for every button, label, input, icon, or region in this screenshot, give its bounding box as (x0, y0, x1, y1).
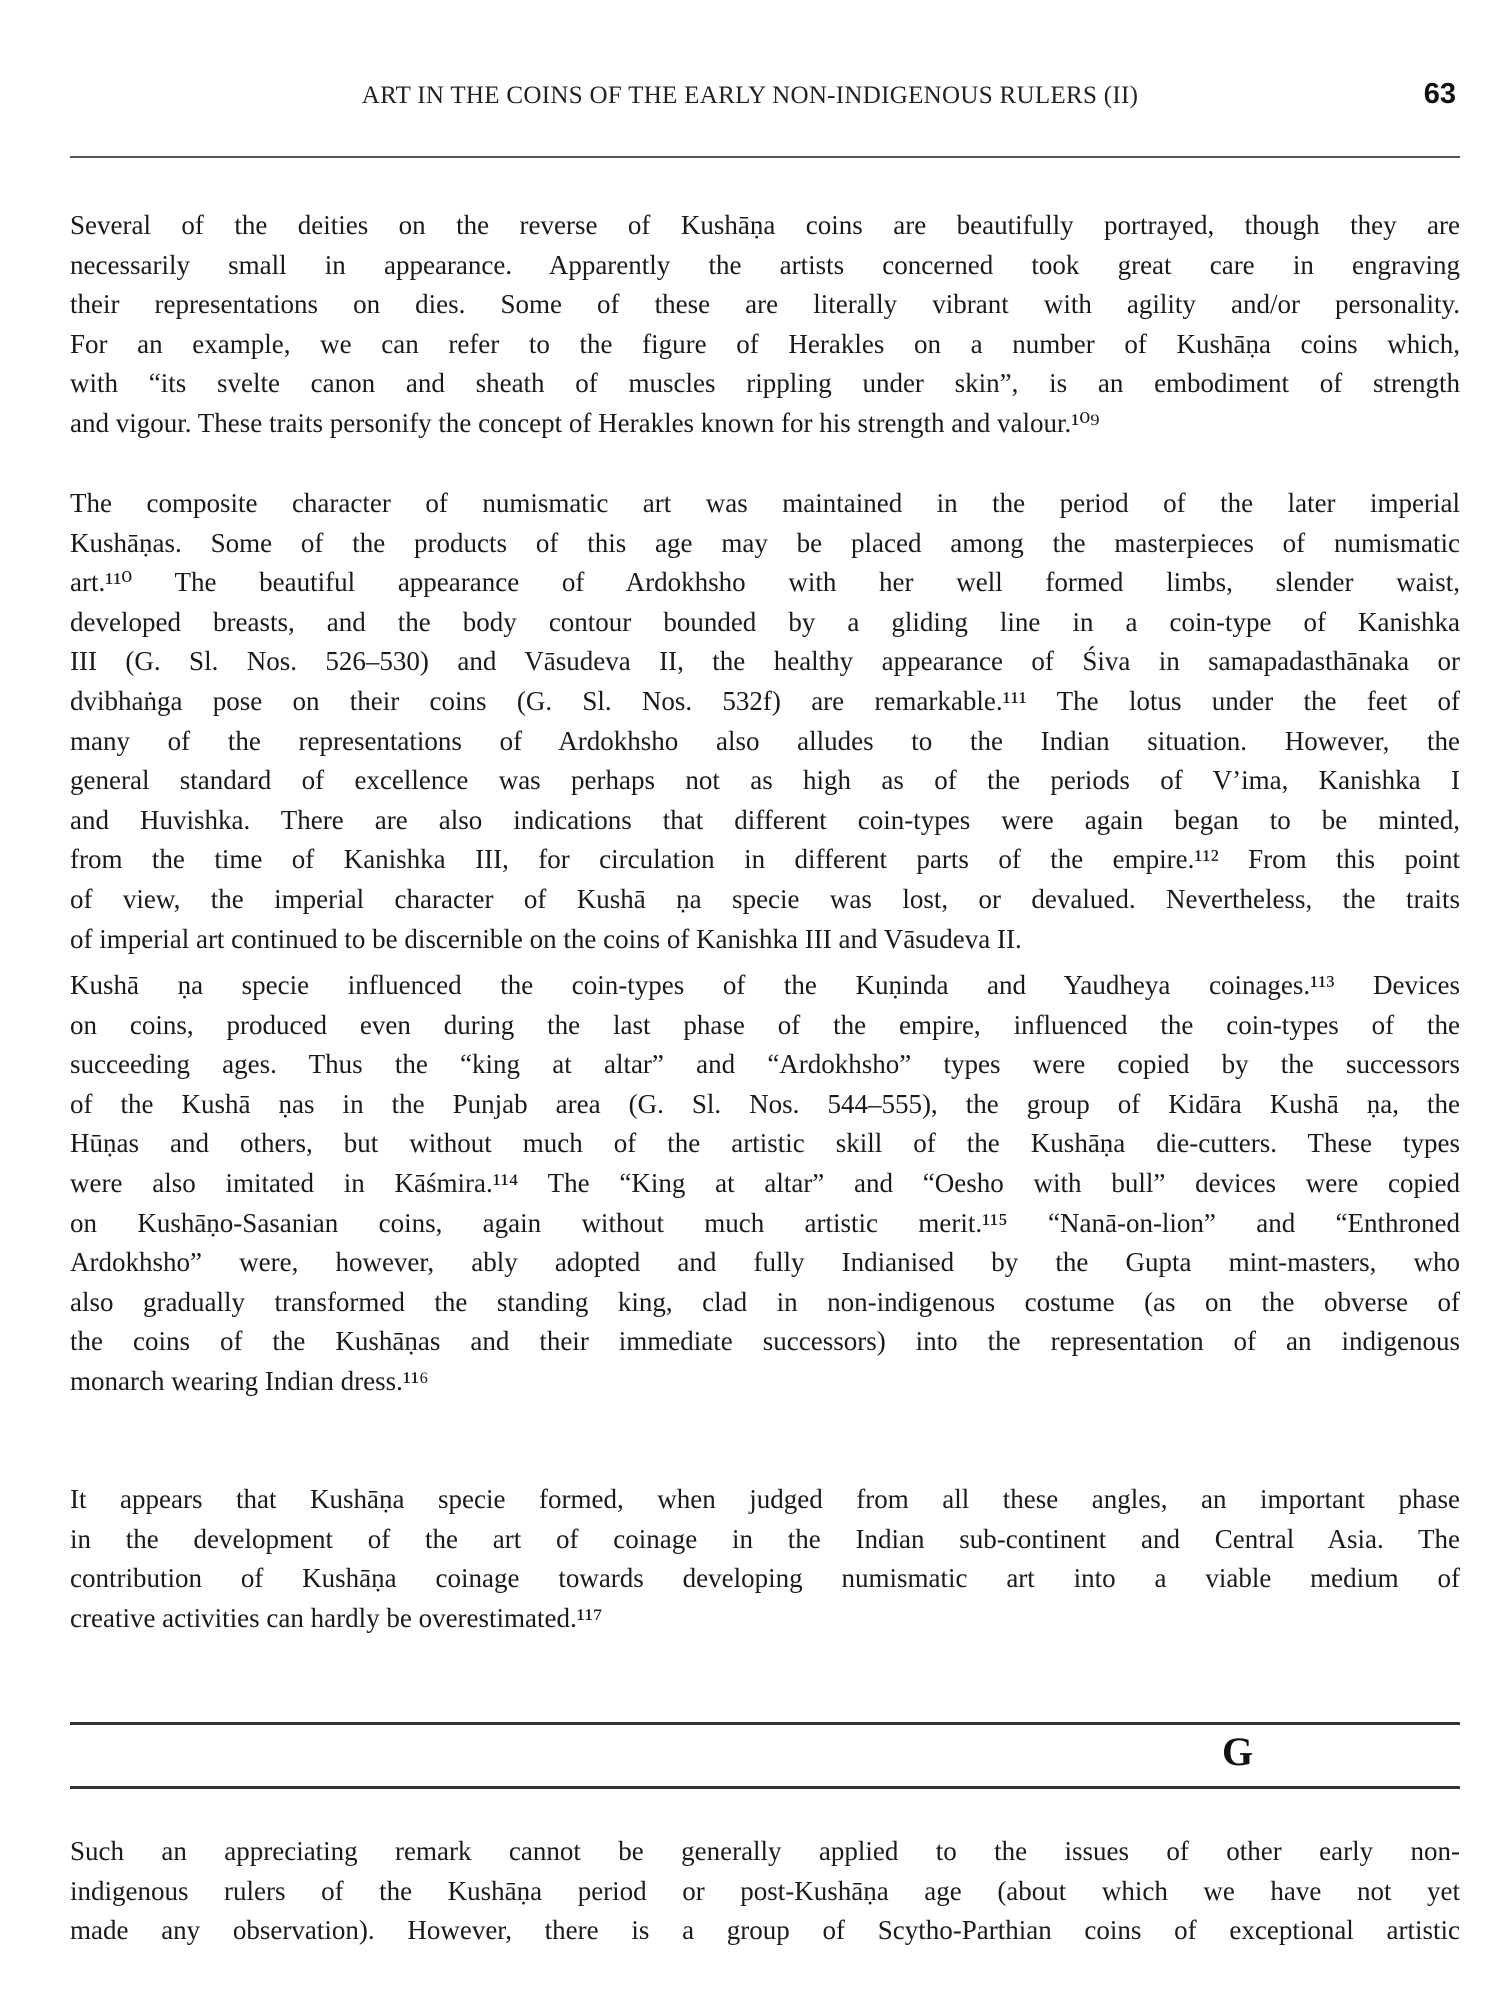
text-line: from the time of Kanishka III, for circulation in different parts of the empire.¹¹² From this point (70, 844, 1460, 875)
text-line: and vigour. These traits personify the concept of Herakles known for his strength and valour.¹⁰⁹ (70, 407, 1100, 438)
paragraph (70, 966, 1460, 1402)
running-title: ART IN THE COINS OF THE EARLY NON-INDIGENOUS RULERS (II) (361, 82, 1139, 109)
section-letter: G (1222, 1729, 1254, 1774)
text-line: the coins of the Kushāṇas and their immediate successors) into the representation of an indigenous (70, 1326, 1460, 1357)
paragraph (70, 484, 1460, 959)
text-line: in the development of the art of coinage in the Indian sub-continent and Central Asia. The (70, 1523, 1460, 1554)
text-line: were also imitated in Kāśmira.¹¹⁴ The “King at altar” and “Oesho with bull” devices were copied (70, 1167, 1460, 1198)
text-line: indigenous rulers of the Kushāṇa period or post-Kushāṇa age (about which we have not yet (70, 1875, 1460, 1906)
text-line: of imperial art continued to be discernible on the coins of Kanishka III and Vāsudeva II. (70, 923, 1022, 954)
text-line: monarch wearing Indian dress.¹¹⁶ (70, 1365, 429, 1396)
text-line: III (G. Sl. Nos. 526–530) and Vāsudeva II, the healthy appearance of Śiva in samapadasthānaka or (70, 646, 1460, 677)
text-line: and Huvishka. There are also indications that different coin-types were again began to be minted, (70, 804, 1460, 835)
text-line: The composite character of numismatic art was maintained in the period of the later imperial (70, 488, 1460, 518)
text-line: contribution of Kushāṇa coinage towards developing numismatic art into a viable medium of (70, 1563, 1460, 1594)
text-line: of view, the imperial character of Kushā ṇa specie was lost, or devalued. Nevertheless, the traits (70, 883, 1460, 914)
text-line: their representations on dies. Some of these are literally vibrant with agility and/or personality. (70, 289, 1460, 320)
text-line: with “its svelte canon and sheath of muscles rippling under skin”, is an embodiment of strength (70, 368, 1460, 399)
text-line: Several of the deities on the reverse of Kushāṇa coins are beautifully portrayed, though they are (70, 210, 1460, 240)
text-line: Kushā ṇa specie influenced the coin-types of the Kuṇinda and Yaudheya coinages.¹¹³ Devices (70, 970, 1460, 1000)
text-line: art.¹¹⁰ The beautiful appearance of Ardokhsho with her well formed limbs, slender waist, (70, 567, 1460, 598)
text-line: Such an appreciating remark cannot be generally applied to the issues of other early non- (70, 1836, 1460, 1866)
text-line: necessarily small in appearance. Apparently the artists concerned took great care in engraving (70, 249, 1460, 280)
text-line: It appears that Kushāṇa specie formed, when judged from all these angles, an important phase (70, 1484, 1460, 1514)
page-number: 63 (1423, 78, 1456, 110)
text-line: Hūṇas and others, but without much of the artistic skill of the Kushāṇa die-cutters. These types (70, 1128, 1460, 1159)
header-rule (70, 156, 1460, 158)
text-line: developed breasts, and the body contour bounded by a gliding line in a coin-type of Kanishka (70, 606, 1460, 637)
text-line: made any observation). However, there is a group of Scytho-Parthian coins of exceptional artistic (70, 1915, 1460, 1946)
paragraph (70, 1480, 1460, 1638)
text-line: Ardokhsho” were, however, ably adopted and fully Indianised by the Gupta mint-masters, who (70, 1247, 1460, 1278)
text-line: many of the representations of Ardokhsho also alludes to the Indian situation. However, the (70, 725, 1460, 756)
section-rule-bottom (70, 1786, 1460, 1789)
text-line: creative activities can hardly be overestimated.¹¹⁷ (70, 1602, 603, 1633)
text-line: on coins, produced even during the last phase of the empire, influenced the coin-types of the (70, 1009, 1460, 1040)
section-rule-top (70, 1722, 1460, 1725)
text-line: For an example, we can refer to the figure of Herakles on a number of Kushāṇa coins which, (70, 328, 1460, 359)
text-line: Kushāṇas. Some of the products of this age may be placed among the masterpieces of numismatic (70, 527, 1460, 558)
text-line: succeeding ages. Thus the “king at altar” and “Ardokhsho” types were copied by the successors (70, 1049, 1460, 1080)
text-line: also gradually transformed the standing king, clad in non-indigenous costume (as on the obverse of (70, 1286, 1460, 1317)
text-line: of the Kushā ṇas in the Punjab area (G. Sl. Nos. 544–555), the group of Kidāra Kushā ṇa, the (70, 1088, 1460, 1119)
text-line: dvibhaṅga pose on their coins (G. Sl. Nos. 532f) are remarkable.¹¹¹ The lotus under the feet of (70, 685, 1460, 716)
section-paragraph (70, 1832, 1460, 1951)
text-line: on Kushāṇo-Sasanian coins, again without much artistic merit.¹¹⁵ “Nanā-on-lion” and “Enthroned (70, 1207, 1460, 1238)
text-line: general standard of excellence was perhaps not as high as of the periods of V’ima, Kanishka I (70, 765, 1460, 796)
paragraph (70, 206, 1460, 444)
